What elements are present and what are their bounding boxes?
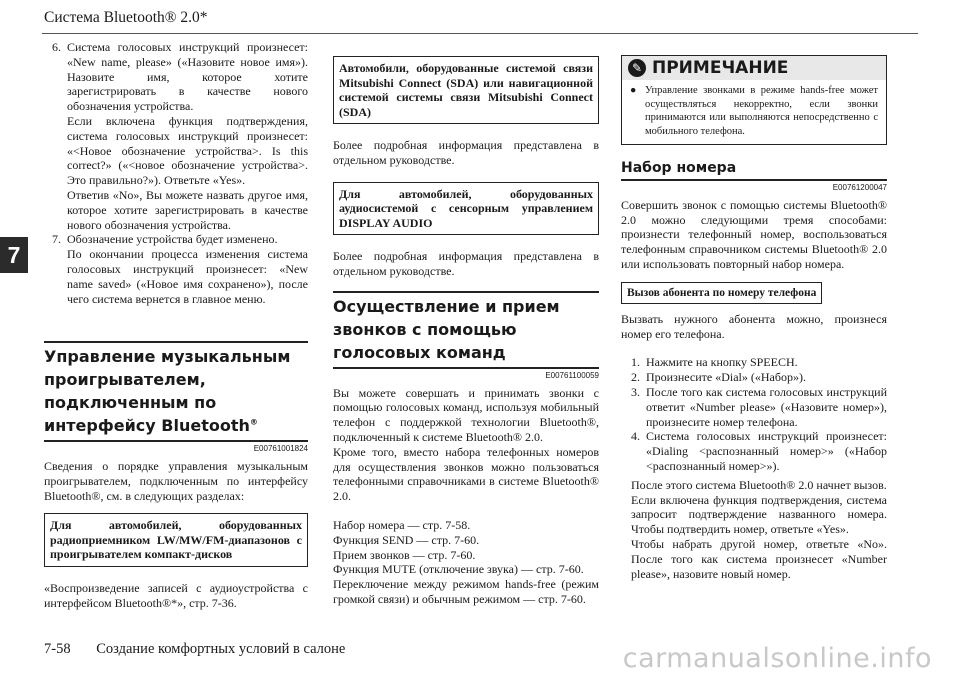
- page-reference: «Воспроизведение записей с аудиоустройства с интерфейсом Bluetooth®*», стр. 7-36.: [44, 580, 308, 610]
- note-title: ПРИМЕЧАНИЕ: [652, 57, 789, 78]
- step-item: 3. После того как система голосовых инструкций ответит «Number please» («Назовите номер»), произнесите номер телефона.: [631, 384, 887, 429]
- section-code: E00761001824: [253, 444, 308, 453]
- vehicle-type-box: Для автомобилей, оборудованных аудиосистемой с сенсорным управлением DISPLAY AUDIO: [333, 182, 599, 236]
- running-header-title: Система Bluetooth® 2.0*: [44, 9, 208, 26]
- step-item: 1. Нажмите на кнопку SPEECH.: [631, 355, 798, 370]
- section-text: Сведения о порядке управления музыкальным проигрывателем, подключенным по интерфейсу Bluetooth®, см. в следующих разделах:: [44, 459, 308, 503]
- header-rule: [42, 33, 918, 34]
- list-text: По окончании процесса изменения система голосовых инструкций произнесет: «New name saved» («Новое имя сохранено»), после чего система вернется в главное меню.: [67, 247, 308, 306]
- footer-section: Создание комфортных условий в салоне: [96, 641, 346, 657]
- step-item: 4. Система голосовых инструкций произнесет: «Dialing <распознанный номер>» («Набор <распознанный номер>»).: [631, 429, 887, 473]
- list-item-6: [52, 40, 308, 232]
- bullet-icon: ●: [630, 85, 637, 96]
- section-text: Вы можете совершать и принимать звонки с помощью голосовых команд, используя мобильный телефон с поддержкой технологии Bluetooth®, подключенный к системе Bluetooth® 2.0.: [333, 385, 599, 445]
- list-text: Система голосовых инструкций произнесет: «New name, please» («Назовите новое имя»). Назовите имя, которое хотите зарегистрировать в качестве нового обозначения устройства.: [67, 40, 308, 114]
- step-note: После этого система Bluetooth® 2.0 начнет вызов.: [631, 477, 887, 492]
- list-text: Ответив «No», Вы можете назвать другое имя, которое хотите зарегистрировать в качестве нового обозначения устройства.: [67, 187, 308, 232]
- ref-line: Функция SEND — стр. 7-60.: [333, 532, 480, 547]
- section-text: Совершить звонок с помощью системы Bluetooth® 2.0 можно следующими тремя способами: произнести телефонный номер, воспользоваться телефонным справочником системы Bluetooth® 2.0 или использовать повторный набор номера.: [621, 197, 887, 271]
- column-3: [621, 55, 887, 581]
- ref-line: Функция MUTE (отключение звука) — стр. 7-60.: [333, 562, 584, 577]
- subsection-box: Вызов абонента по номеру телефона: [621, 282, 822, 304]
- ref-line: Прием звонков — стр. 7-60.: [333, 547, 476, 562]
- section-code: E00761100059: [545, 370, 599, 380]
- watermark: carmanualsonline.info: [622, 643, 932, 674]
- note-text: Управление звонками в режиме hands-free может осуществляться некорректно, если звонки принимаются или выполняются непосредственно с мобильного телефона.: [645, 85, 878, 137]
- section-text: Вызвать нужного абонента можно, произнеся номер его телефона.: [621, 311, 887, 341]
- chapter-tab: 7: [0, 237, 28, 273]
- section-text: Кроме того, вместо набора телефонных номеров для осуществления звонков можно пользоваться телефонными справочниками в системе Bluetooth® 2.0.: [333, 444, 599, 504]
- info-text: Более подробная информация представлена в отдельном руководстве.: [333, 138, 599, 167]
- list-number: 7.: [52, 232, 61, 247]
- ref-line: Набор номера — стр. 7-58.: [333, 518, 471, 533]
- info-text: Более подробная информация представлена в отдельном руководстве.: [333, 249, 599, 278]
- pencil-icon: ✎: [628, 59, 646, 77]
- music-section: [44, 341, 308, 610]
- list-text: Обозначение устройства будет изменено.: [67, 232, 278, 247]
- page-footer: [44, 641, 367, 658]
- section-heading: Набор номера: [621, 161, 887, 181]
- section-heading: Осуществление и прием звонков с помощью голосовых команд: [333, 291, 599, 369]
- list-text: Если включена функция подтверждения, система голосовых инструкций произнесет: «<Новое обозначение устройства>. Is this correct?» («<новое обозначение устройства>. Это правильно?»). Ответьте «Yes».: [67, 113, 308, 188]
- list-item-7: [52, 232, 308, 306]
- steps-list: [621, 355, 887, 581]
- vehicle-type-box: Автомобили, оборудованные системой связи Mitsubishi Connect (SDA) или навигационной системой системы связи Mitsubishi Connect (SDA): [333, 56, 599, 124]
- step-note: Если включена функция подтверждения, система запросит подтверждение названного номера. Чтобы подтвердить номер, ответьте «Yes».: [631, 492, 887, 537]
- page-number: 7-58: [44, 641, 71, 657]
- note-box: [621, 55, 887, 145]
- section-heading: Управление музыкальным проигрывателем, подключенным по интерфейсу Bluetooth®: [44, 341, 308, 442]
- section-code: E00761200047: [832, 182, 887, 192]
- column-1: [52, 40, 308, 306]
- step-note: Чтобы набрать другой номер, ответьте «No». После того как система произнесет «Number please», назовите новый номер.: [631, 536, 887, 581]
- column-2: [333, 56, 599, 607]
- step-item: 2. Произнесите «Dial» («Набор»).: [631, 370, 806, 385]
- ref-line: Переключение между режимом hands-free (режим громкой связи) и обычным режимом — стр. 7-60.: [333, 577, 599, 607]
- vehicle-type-box: Для автомобилей, оборудованных радиоприемником LW/MW/FM-диапазонов с проигрывателем компакт-дисков: [44, 513, 308, 567]
- list-number: 6.: [52, 40, 61, 54]
